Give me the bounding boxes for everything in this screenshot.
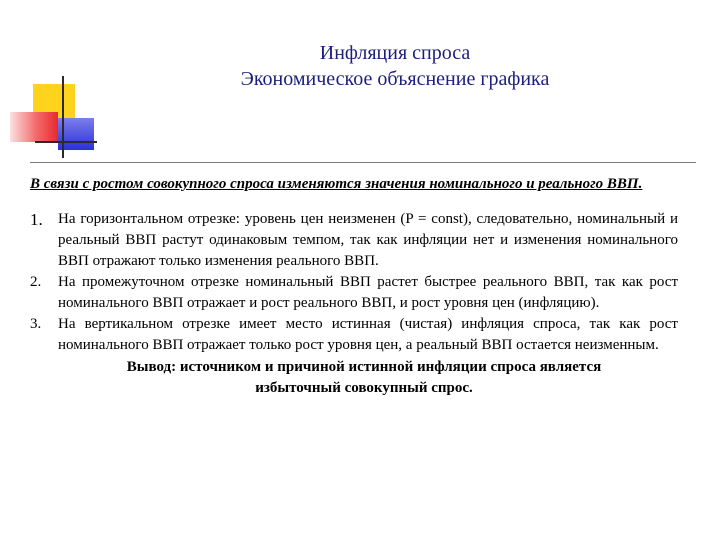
slide-title: Инфляция спроса	[319, 42, 471, 64]
slide-body	[30, 174, 678, 399]
list-item	[30, 209, 678, 272]
title-divider	[30, 162, 696, 163]
list-item-text: На вертикальном отрезке имеет место истинная (чистая) инфляция спроса, так как рост номинального ВВП отражает только рост уровня цен, а реальный ВВП остается неизменным.	[58, 316, 678, 353]
intro-statement: В связи с ростом совокупного спроса изменяются значения номинального и реального ВВП.	[30, 176, 643, 192]
conclusion-line-2: избыточный совокупный спрос.	[255, 380, 473, 396]
list-item-text: На горизонтальном отрезке: уровень цен неизменен (P = const), следовательно, номинальный и реальный ВВП растут одинаковым темпом, так как инфляции нет и изменения номинального ВВП отражают только изменения реального ВВП.	[58, 211, 678, 269]
list-item	[30, 314, 678, 356]
slide-title-block	[180, 40, 610, 92]
decor-vertical-line	[62, 76, 64, 158]
conclusion-line-1: Вывод: источником и причиной истинной инфляции спроса является	[126, 359, 602, 375]
decor-red-square	[10, 112, 58, 142]
list-item-text: На промежуточном отрезке номинальный ВВП растет быстрее реального ВВП, так как рост номинального ВВП отражает и рост реального ВВП, и рост уровня цен (инфляцию).	[58, 274, 678, 311]
explanation-list	[30, 209, 678, 356]
list-item-number: 2.	[30, 274, 42, 290]
list-item-number: 1.	[30, 210, 43, 229]
conclusion	[30, 357, 678, 399]
slide-subtitle: Экономическое объяснение графика	[240, 68, 550, 90]
list-item-number: 3.	[30, 316, 42, 332]
decor-horizontal-line	[35, 141, 97, 143]
list-item	[30, 272, 678, 314]
